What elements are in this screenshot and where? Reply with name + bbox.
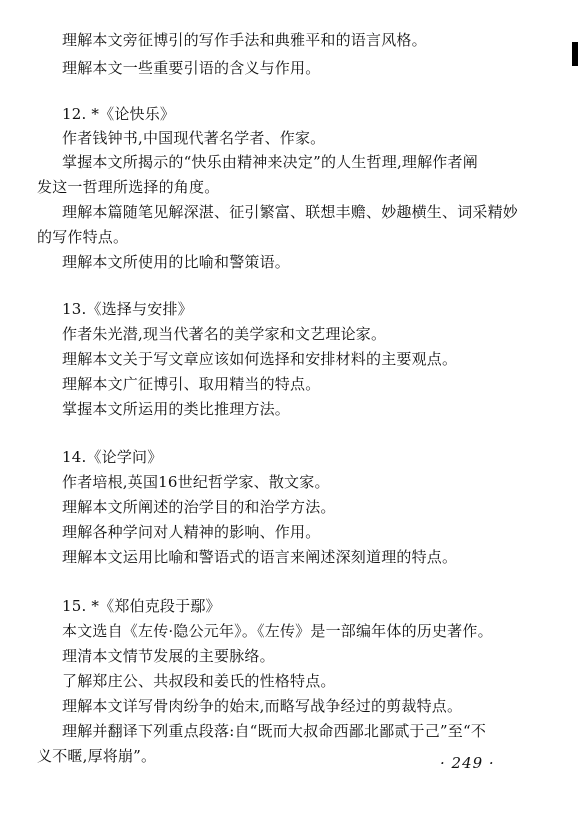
section-heading-14: 14.《论学问》 — [62, 448, 163, 466]
text-line: 作者朱光潜,现当代著名的美学家和文艺理论家。 — [62, 325, 387, 343]
text-line: 理解本文所阐述的治学目的和治学方法。 — [62, 498, 336, 516]
text-line: 了解郑庄公、共叔段和姜氏的性格特点。 — [62, 672, 336, 690]
text-line: 掌握本文所运用的类比推理方法。 — [62, 400, 291, 418]
text-line: 理解本文所使用的比喻和警策语。 — [62, 253, 291, 271]
text-line: 理解本文详写骨肉纷争的始末,而略写战争经过的剪裁特点。 — [62, 697, 463, 715]
text-line: 理解本文旁征博引的写作手法和典雅平和的语言风格。 — [62, 31, 427, 49]
section-heading-13: 13.《选择与安排》 — [62, 300, 193, 318]
text-line: 理解本文一些重要引语的含义与作用。 — [62, 59, 321, 77]
text-line: 理解本篇随笔见解深湛、征引繁富、联想丰赡、妙趣横生、词采精妙 — [62, 203, 519, 221]
text-line: 理解各种学问对人精神的影响、作用。 — [62, 523, 321, 541]
text-line: 本文选自《左传·隐公元年》。《左传》是一部编年体的历史著作。 — [62, 622, 493, 640]
text-line: 掌握本文所揭示的“快乐由精神来决定”的人生哲理,理解作者阐 — [62, 153, 478, 171]
text-line: 理清本文情节发展的主要脉络。 — [62, 647, 275, 665]
text-line: 作者钱钟书,中国现代著名学者、作家。 — [62, 129, 326, 147]
text-line: 理解本文运用比喻和警语式的语言来阐述深刻道理的特点。 — [62, 548, 458, 566]
text-line: 理解并翻译下列重点段落:自“既而大叔命西鄙北鄙贰于己”至“不 — [62, 722, 487, 740]
page-number: · 249 · — [440, 754, 495, 772]
text-line: 义不暱,厚将崩”。 — [37, 747, 157, 765]
section-heading-15: 15. *《郑伯克段于鄢》 — [62, 597, 221, 615]
text-line: 理解本文关于写文章应该如何选择和安排材料的主要观点。 — [62, 350, 458, 368]
text-line: 发这一哲理所选择的角度。 — [37, 178, 220, 196]
text-line: 理解本文广征博引、取用精当的特点。 — [62, 375, 321, 393]
text-line: 的写作特点。 — [37, 228, 129, 246]
page-edge-mark — [572, 42, 578, 66]
text-line: 作者培根,英国16世纪哲学家、散文家。 — [62, 473, 330, 491]
section-heading-12: 12. *《论快乐》 — [62, 105, 176, 123]
